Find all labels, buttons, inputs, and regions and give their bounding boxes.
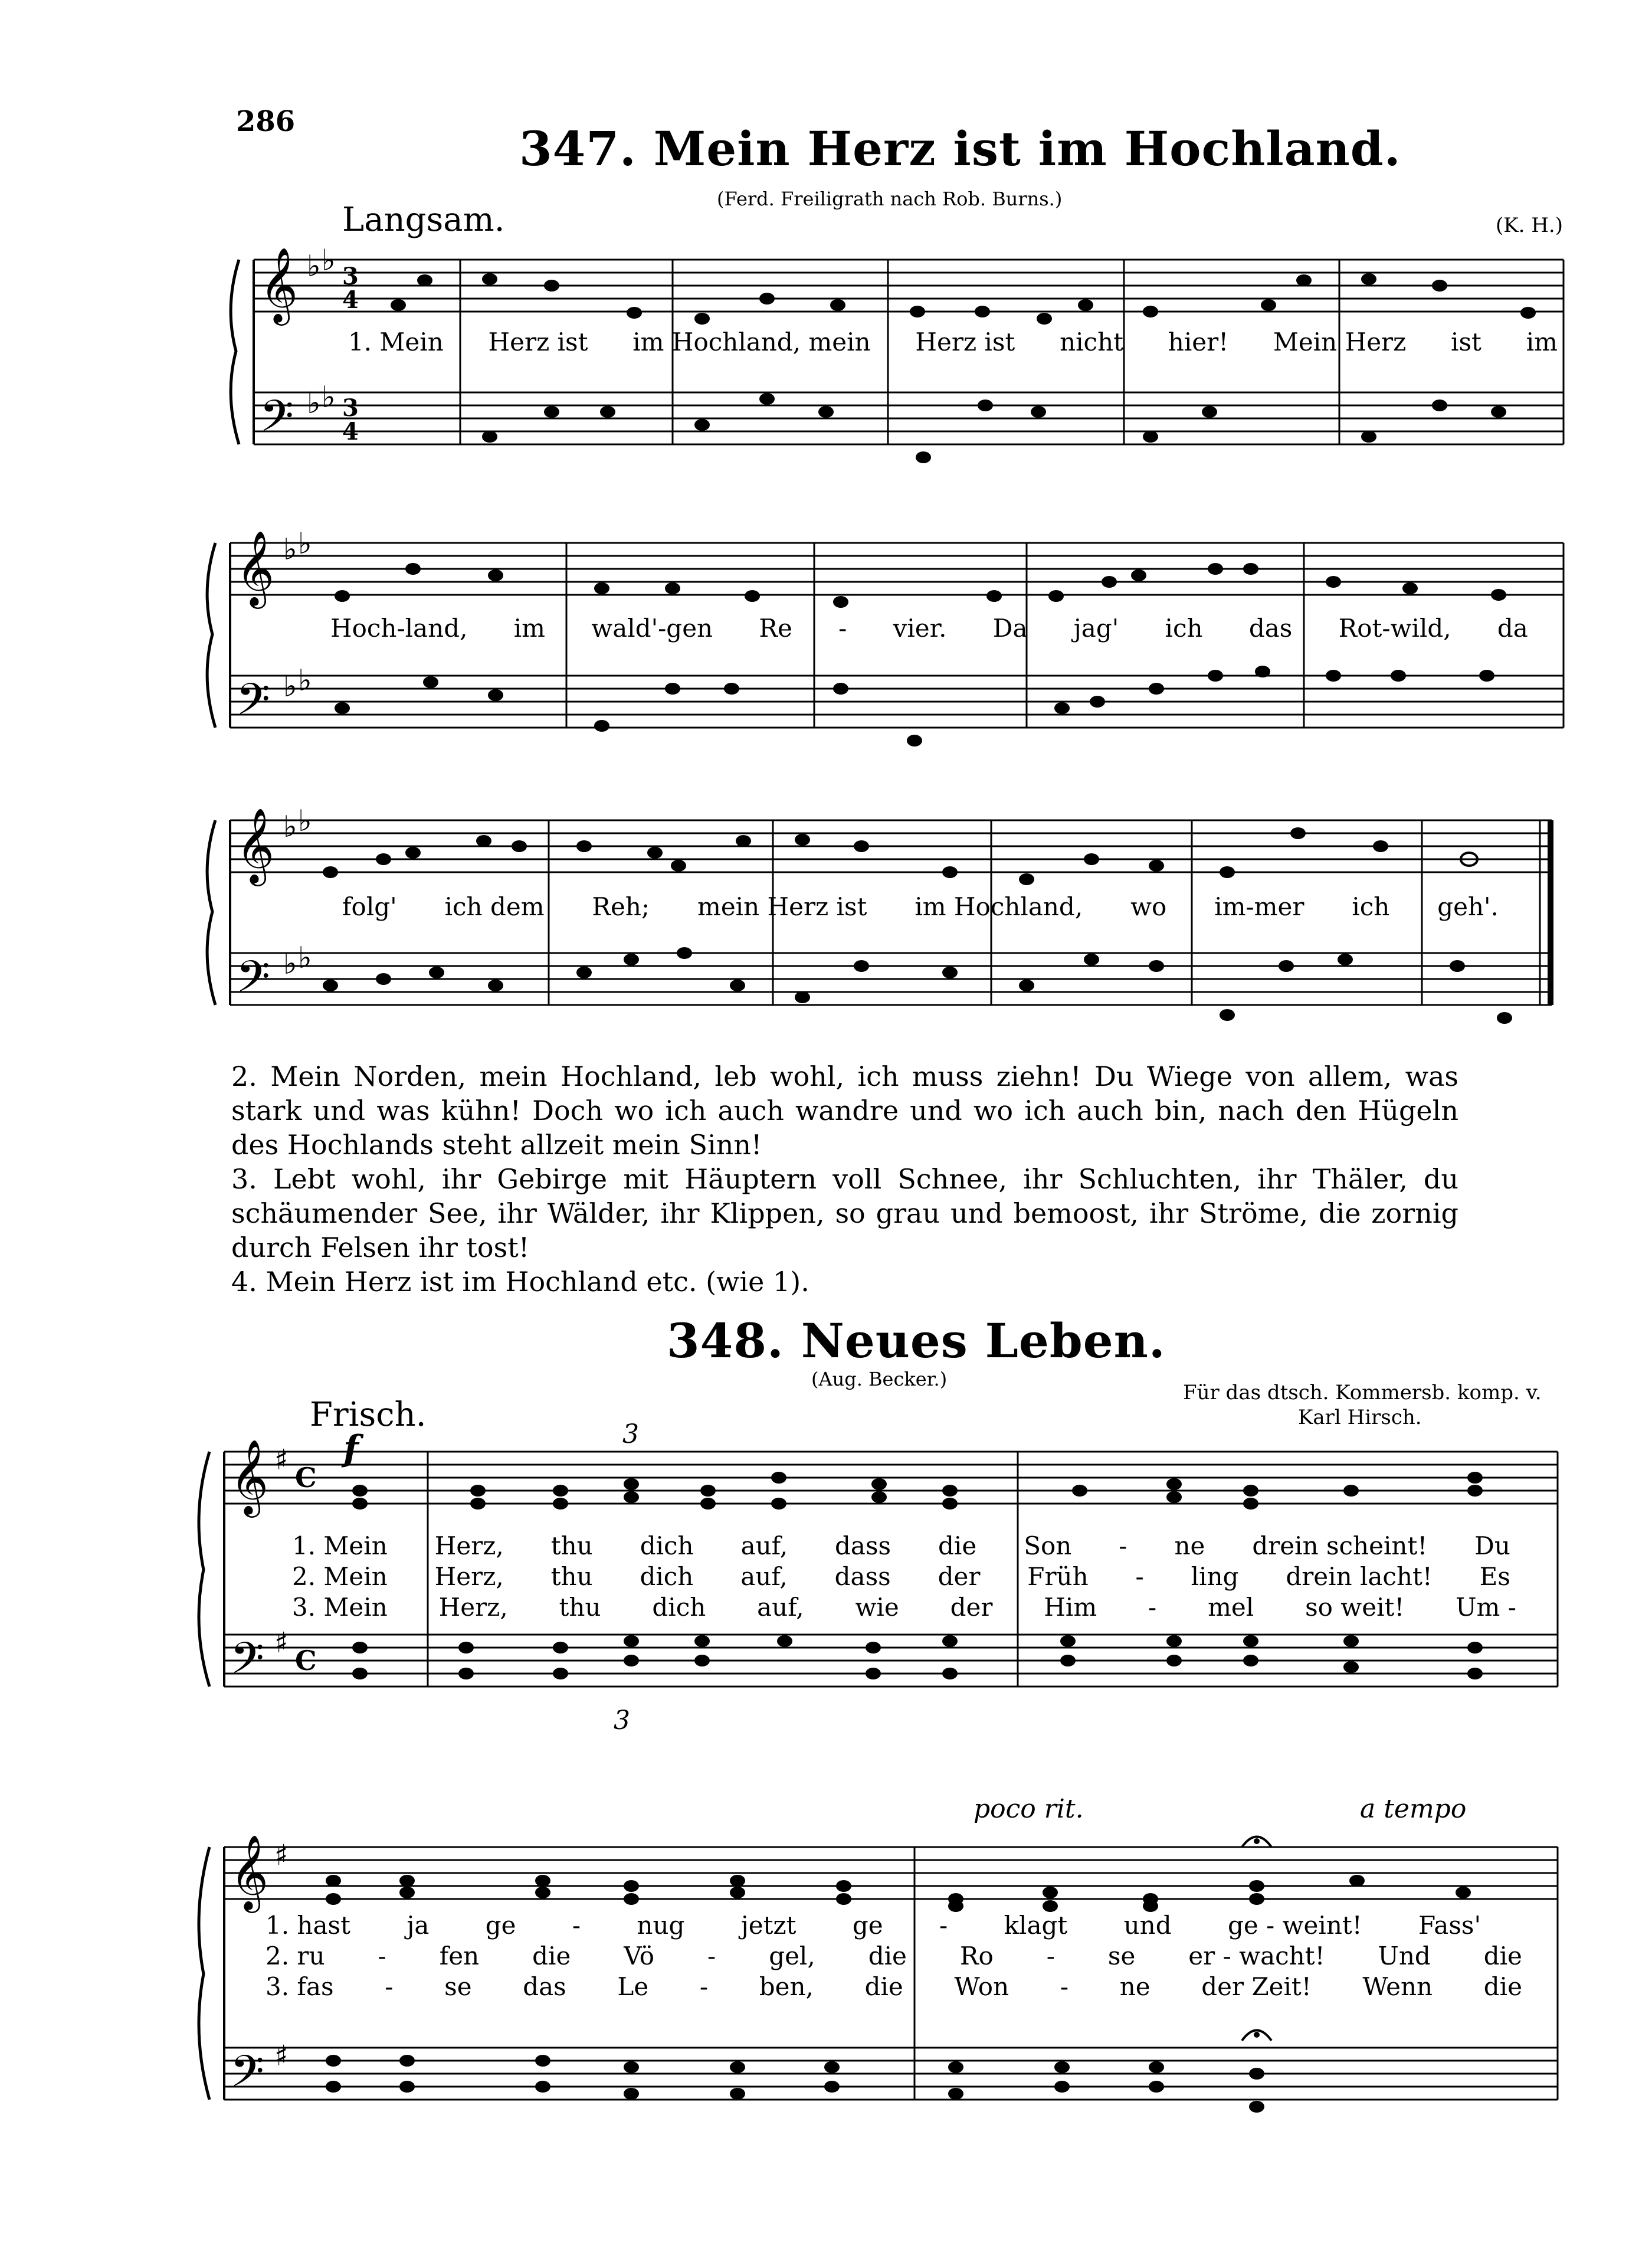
lyric-word: - — [572, 1911, 581, 1940]
lyric-word: 1. Mein — [292, 1531, 388, 1560]
svg-text:♭: ♭ — [298, 663, 312, 698]
lyric-word: dich — [640, 1531, 694, 1560]
lyric-word: ge - weint! — [1227, 1911, 1362, 1940]
song-subtitle-348: (Aug. Becker.) — [811, 1368, 948, 1390]
lyric-word: - — [1135, 1562, 1144, 1591]
triplet-mark-top: 3 — [622, 1419, 639, 1449]
lyric-word: ich — [1352, 892, 1390, 921]
lyric-word: Wenn — [1362, 1972, 1433, 2001]
lyric-word: se — [444, 1972, 472, 2001]
lyric-word: Son — [1024, 1531, 1072, 1560]
lyric-word: wie — [855, 1593, 899, 1622]
triplet-mark-bottom: 3 — [614, 1705, 630, 1736]
svg-text:♭: ♭ — [283, 669, 297, 703]
lyric-word: Es — [1479, 1562, 1510, 1591]
lyric-word: - — [1119, 1531, 1127, 1560]
lyric-word: - — [707, 1941, 716, 1970]
lyric-word: mein Herz ist — [697, 892, 867, 921]
svg-text:3: 3 — [342, 394, 359, 422]
lyric-word: drein lacht! — [1286, 1562, 1433, 1591]
lyric-word: ist — [1451, 328, 1481, 356]
lyric-word: Herz ist — [488, 328, 588, 356]
lyric-word: jetzt — [740, 1911, 796, 1940]
svg-text:♭: ♭ — [307, 386, 321, 420]
lyric-word: auf, — [740, 1562, 788, 1591]
lyric-word: Da — [992, 614, 1028, 643]
svg-text:♯: ♯ — [274, 1626, 289, 1659]
svg-text:♯: ♯ — [274, 1443, 289, 1476]
lyric-word: Herz, — [434, 1562, 504, 1591]
lyric-word: der Zeit! — [1201, 1972, 1312, 2001]
lyric-word: im-mer — [1214, 892, 1304, 921]
lyric-word: geh'. — [1437, 892, 1499, 921]
lyric-word: auf, — [757, 1593, 804, 1622]
lyric-word: hier! — [1168, 328, 1229, 356]
svg-text:♭: ♭ — [322, 380, 336, 414]
tempo-marking-348: Frisch. — [310, 1396, 427, 1434]
lyric-word: im Hochland, mein — [632, 328, 871, 356]
lyric-word: thu — [559, 1593, 601, 1622]
svg-text:𝄞: 𝄞 — [230, 1834, 269, 1910]
verse-2: 2. Mein Norden, mein Hochland, leb wohl, ich muss ziehn! Du Wiege von allem, was stark und was kühn! Doch wo ich auch wandre und wo ich auch bin, nach den Hügeln des Hochlands steht allzeit mein Sinn! — [231, 1060, 1458, 1161]
svg-text:4: 4 — [342, 418, 359, 446]
lyric-word: ich dem — [444, 892, 545, 921]
lyric-word: - — [838, 614, 847, 643]
lyric-word: - — [699, 1972, 709, 2001]
lyrics-348-sys1-verse3 — [292, 1593, 1516, 1622]
lyric-word: Du — [1474, 1531, 1510, 1560]
lyric-word: Vö — [624, 1941, 655, 1970]
lyric-word: - — [378, 1941, 386, 1970]
lyric-word: thu — [550, 1531, 593, 1560]
poco-rit-marking: poco rit. — [974, 1794, 1084, 1824]
lyric-word: 3. fas — [266, 1972, 334, 2001]
lyric-word: Fass' — [1418, 1911, 1481, 1940]
svg-text:𝄢: 𝄢 — [230, 2046, 264, 2108]
a-tempo-marking: a tempo — [1360, 1794, 1467, 1824]
lyric-word: ling — [1191, 1562, 1239, 1591]
lyric-word: - — [1148, 1593, 1157, 1622]
svg-text:♭: ♭ — [283, 810, 297, 844]
lyric-word: im Hochland, — [914, 892, 1083, 921]
song-title-348: 348. Neues Leben. — [667, 1313, 1166, 1368]
lyric-word: vier. — [893, 614, 947, 643]
lyrics-347-line2 — [330, 614, 1528, 643]
lyric-word: gel, — [769, 1941, 815, 1970]
lyric-word: und — [1123, 1911, 1172, 1940]
lyric-word: Hoch-land, — [330, 614, 468, 643]
composer-credit-348-line2: Karl Hirsch. — [1298, 1406, 1422, 1429]
svg-text:♭: ♭ — [322, 243, 336, 277]
lyric-word: er - wacht! — [1188, 1941, 1325, 1970]
lyric-word: - — [1046, 1941, 1055, 1970]
lyric-word: dass — [834, 1562, 891, 1591]
svg-text:𝄞: 𝄞 — [260, 247, 299, 322]
lyric-word: dich — [640, 1562, 694, 1591]
lyric-word: ich — [1165, 614, 1203, 643]
svg-text:C: C — [295, 1645, 317, 1677]
lyric-word: Ro — [959, 1941, 994, 1970]
lyric-word: 1. Mein — [348, 328, 444, 356]
svg-text:♭: ♭ — [283, 947, 297, 981]
lyric-word: die — [1483, 1941, 1522, 1970]
svg-text:3: 3 — [342, 263, 359, 290]
lyrics-348-sys2-verse2 — [266, 1941, 1522, 1970]
lyrics-348-sys1-verse2 — [292, 1562, 1510, 1591]
dynamic-forte: f — [343, 1428, 359, 1469]
verse-3: 3. Lebt wohl, ihr Gebirge mit Häuptern voll Schnee, ihr Schluchten, ihr Thäler, du schäumender See, ihr Wälder, ihr Klippen, so grau und bemoost, ihr Ströme, die zornig durch Felsen ihr tost! — [231, 1163, 1458, 1263]
lyric-word: Re — [759, 614, 792, 643]
lyric-word: 2. ru — [266, 1941, 325, 1970]
lyric-word: - — [939, 1911, 948, 1940]
lyric-word: auf, — [740, 1531, 788, 1560]
song-subtitle-347: (Ferd. Freiligrath nach Rob. Burns.) — [717, 188, 1063, 210]
svg-text:𝄢: 𝄢 — [260, 391, 294, 453]
svg-text:♯: ♯ — [274, 2039, 289, 2072]
lyric-word: dich — [652, 1593, 706, 1622]
lyric-word: Rot-wild, — [1338, 614, 1451, 643]
lyric-word: Herz, — [434, 1531, 504, 1560]
song-title-347: 347. Mein Herz ist im Hochland. — [519, 121, 1401, 176]
composer-credit-347: (K. H.) — [1496, 214, 1564, 237]
lyric-word: Him — [1044, 1593, 1097, 1622]
lyric-word: ben, — [759, 1972, 814, 2001]
svg-text:♯: ♯ — [274, 1839, 289, 1872]
lyric-word: Herz ist — [915, 328, 1015, 356]
lyric-word: Um - — [1456, 1593, 1516, 1622]
lyrics-347-line1 — [348, 328, 1558, 356]
lyric-word: jag' — [1073, 614, 1119, 643]
svg-text:𝄞: 𝄞 — [236, 807, 275, 883]
lyric-word: wald'-gen — [591, 614, 713, 643]
lyric-word: die — [1483, 1972, 1522, 2001]
lyric-word: nug — [637, 1911, 685, 1940]
lyric-word: 3. Mein — [292, 1593, 388, 1622]
lyric-word: die — [864, 1972, 903, 2001]
lyrics-348-sys2-verse3 — [266, 1972, 1522, 2001]
svg-text:𝄢: 𝄢 — [230, 1633, 264, 1695]
svg-text:♭: ♭ — [298, 941, 312, 975]
svg-text:♭: ♭ — [298, 804, 312, 838]
svg-text:𝄞: 𝄞 — [236, 530, 275, 605]
lyric-word: nicht — [1060, 328, 1124, 356]
lyric-word: Le — [617, 1972, 649, 2001]
additional-verses-347 — [231, 1059, 1458, 1299]
lyric-word: klagt — [1004, 1911, 1068, 1940]
lyrics-348-sys1-verse1 — [292, 1531, 1510, 1560]
lyric-word: fen — [439, 1941, 480, 1970]
lyric-word: Und — [1378, 1941, 1431, 1970]
verse-4: 4. Mein Herz ist im Hochland etc. (wie 1). — [231, 1266, 809, 1298]
lyric-word: dass — [835, 1531, 891, 1560]
lyric-word: thu — [550, 1562, 593, 1591]
lyric-word: Mein Herz — [1273, 328, 1407, 356]
lyric-word: da — [1497, 614, 1528, 643]
lyric-word: der — [950, 1593, 993, 1622]
lyric-word: ge — [852, 1911, 883, 1940]
lyric-word: ne — [1119, 1972, 1150, 2001]
lyric-word: 2. Mein — [292, 1562, 388, 1591]
lyric-word: Früh — [1027, 1562, 1089, 1591]
lyric-word: ne — [1174, 1531, 1205, 1560]
lyrics-347-line3 — [342, 892, 1499, 921]
svg-text:𝄢: 𝄢 — [236, 674, 270, 736]
lyric-word: die — [532, 1941, 571, 1970]
lyric-word: Won — [954, 1972, 1009, 2001]
lyric-word: so weit! — [1305, 1593, 1405, 1622]
svg-text:♭: ♭ — [298, 526, 312, 561]
svg-text:𝄞: 𝄞 — [230, 1440, 269, 1514]
lyric-word: im — [513, 614, 545, 643]
lyric-word: Herz, — [438, 1593, 508, 1622]
lyric-word: Reh; — [592, 892, 650, 921]
lyric-word: der — [938, 1562, 981, 1591]
tempo-marking-347: Langsam. — [342, 201, 505, 239]
lyric-word: das — [1248, 614, 1293, 643]
lyric-word: die — [868, 1941, 907, 1970]
svg-text:♭: ♭ — [307, 249, 321, 283]
lyric-word: ge — [485, 1911, 516, 1940]
lyric-word: im — [1526, 328, 1558, 356]
svg-text:C: C — [295, 1462, 317, 1494]
lyric-word: wo — [1130, 892, 1167, 921]
lyric-word: folg' — [342, 892, 397, 921]
lyrics-348-sys2-verse1 — [266, 1911, 1481, 1940]
lyric-word: se — [1107, 1941, 1136, 1970]
page-number: 286 — [236, 105, 296, 138]
lyric-word: - — [385, 1972, 394, 2001]
lyric-word: - — [1060, 1972, 1069, 2001]
svg-text:♭: ♭ — [283, 532, 297, 567]
lyric-word: drein scheint! — [1252, 1531, 1428, 1560]
lyric-word: mel — [1208, 1593, 1254, 1622]
lyric-word: ja — [407, 1911, 430, 1940]
svg-text:4: 4 — [342, 286, 359, 314]
lyric-word: 1. hast — [266, 1911, 350, 1940]
lyric-word: die — [938, 1531, 977, 1560]
lyric-word: das — [523, 1972, 566, 2001]
composer-credit-348-line1: Für das dtsch. Kommersb. komp. v. — [1183, 1381, 1542, 1404]
svg-text:𝄢: 𝄢 — [236, 951, 270, 1013]
